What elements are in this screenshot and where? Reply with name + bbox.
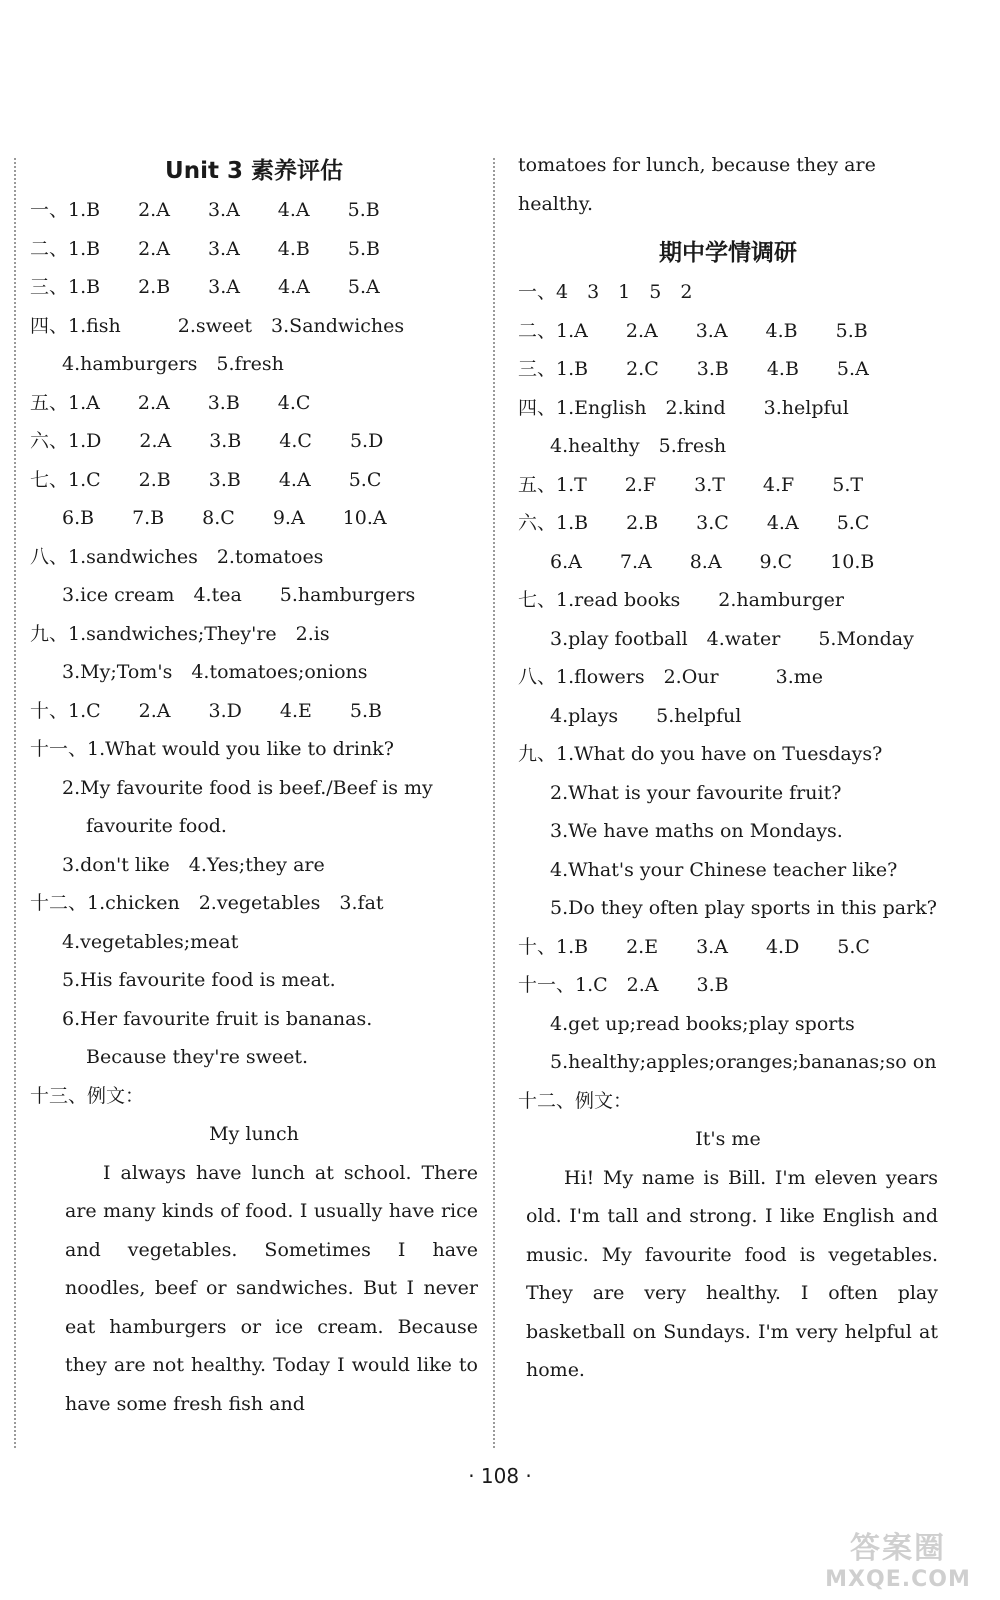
- unit3-heading: Unit 3 素养评估: [165, 158, 343, 184]
- answer-line: 十三、例文：: [30, 1084, 145, 1107]
- answer-line: 九、1.sandwiches;They're 2.is: [30, 622, 330, 645]
- answer-line: 5.His favourite food is meat.: [62, 969, 336, 991]
- answer-line: Because they're sweet.: [86, 1046, 309, 1068]
- column-divider: [493, 158, 495, 1448]
- answer-line: 6.B 7.B 8.C 9.A 10.A: [62, 507, 387, 529]
- answer-line: 2.What is your favourite fruit?: [550, 781, 842, 804]
- essay-title: My lunch: [209, 1123, 299, 1145]
- answer-line: 二、1.A 2.A 3.A 4.B 5.B: [518, 319, 868, 342]
- answer-line: 十一、1.C 2.A 3.B: [518, 974, 729, 996]
- answer-line: 十、1.B 2.E 3.A 4.D 5.C: [518, 935, 870, 958]
- answer-line: 4.plays 5.helpful: [550, 704, 742, 727]
- answer-line: 四、1.English 2.kind 3.helpful: [518, 396, 849, 419]
- answer-line: 2.My favourite food is beef./Beef is my: [62, 776, 433, 799]
- answer-line: 5.Do they often play sports in this park?: [550, 897, 937, 919]
- continued-line: healthy.: [518, 192, 594, 215]
- answer-line: 3.We have maths on Mondays.: [550, 820, 843, 842]
- answer-line: 6.A 7.A 8.A 9.C 10.B: [550, 550, 875, 573]
- watermark-logo: [818, 1523, 978, 1592]
- answer-line: 3.play football 4.water 5.Monday: [550, 627, 914, 650]
- answer-line: 4.hamburgers 5.fresh: [62, 353, 284, 375]
- right-column: [518, 146, 938, 1390]
- left-dotted-rule: [14, 158, 16, 1448]
- answer-line: 四、1.fish 2.sweet 3.Sandwiches: [30, 314, 405, 337]
- answer-line: 七、1.C 2.B 3.B 4.A 5.C: [30, 468, 382, 491]
- answer-line: 三、1.B 2.C 3.B 4.B 5.A: [518, 358, 869, 380]
- answer-line: 一、4 3 1 5 2: [518, 281, 693, 303]
- continued-line: tomatoes for lunch, because they are: [518, 154, 876, 176]
- answer-line: 六、1.D 2.A 3.B 4.C 5.D: [30, 430, 384, 452]
- answer-line: 八、1.sandwiches 2.tomatoes: [30, 545, 324, 568]
- answer-line: 4.vegetables;meat: [62, 930, 239, 953]
- essay-body: Hi! My name is Bill. I'm eleven years old. I'm tall and strong. I like English and music. My favourite food is vegetables. They are very healthy. I often play basketball on Sundays. I'm very helpful at home.: [526, 1166, 938, 1381]
- answer-line: 七、1.read books 2.hamburger: [518, 589, 844, 611]
- answer-line: 3.My;Tom's 4.tomatoes;onions: [62, 661, 368, 683]
- answer-line: 4.get up;read books;play sports: [550, 1012, 855, 1035]
- watermark-bottom-text: MXQE.COM: [825, 1567, 971, 1592]
- answer-line: 八、1.flowers 2.Our 3.me: [518, 666, 823, 688]
- answer-line: 十一、1.What would you like to drink?: [30, 738, 394, 760]
- answer-line: 4.What's your Chinese teacher like?: [550, 858, 898, 881]
- answer-line: 三、1.B 2.B 3.A 4.A 5.A: [30, 276, 380, 298]
- answer-line: 4.healthy 5.fresh: [550, 435, 727, 457]
- answer-line: 3.don't like 4.Yes;they are: [62, 853, 325, 876]
- answer-line: 十、1.C 2.A 3.D 4.E 5.B: [30, 699, 382, 722]
- answer-line: favourite food.: [86, 815, 227, 837]
- page-number: · 108 ·: [468, 1464, 532, 1488]
- answer-line: 六、1.B 2.B 3.C 4.A 5.C: [518, 512, 870, 534]
- answer-line: 十二、1.chicken 2.vegetables 3.fat: [30, 892, 384, 914]
- answer-line: 五、1.A 2.A 3.B 4.C: [30, 391, 311, 414]
- essay-body: I always have lunch at school. There are many kinds of food. I usually have rice and vegetables. Sometimes I have noodles, beef or sandwiches. But I never eat hamburgers or ice cream. Because they are not healthy. Today I would like to have some fresh fish and: [65, 1161, 478, 1415]
- answer-line: 二、1.B 2.A 3.A 4.B 5.B: [30, 237, 380, 260]
- left-column: [30, 151, 478, 1423]
- answer-line: 6.Her favourite fruit is bananas.: [62, 1007, 373, 1030]
- answer-line: 九、1.What do you have on Tuesdays?: [518, 743, 883, 765]
- answer-line: 十二、例文：: [518, 1089, 633, 1112]
- answer-line: 一、1.B 2.A 3.A 4.A 5.B: [30, 199, 380, 221]
- midterm-heading: 期中学情调研: [659, 240, 797, 266]
- essay-title: It's me: [695, 1128, 761, 1150]
- watermark-top-text: 答案圈: [850, 1531, 946, 1566]
- answer-line: 3.ice cream 4.tea 5.hamburgers: [62, 584, 416, 606]
- answer-line: 五、1.T 2.F 3.T 4.F 5.T: [518, 473, 864, 496]
- answer-line: 5.healthy;apples;oranges;bananas;so on: [550, 1051, 937, 1073]
